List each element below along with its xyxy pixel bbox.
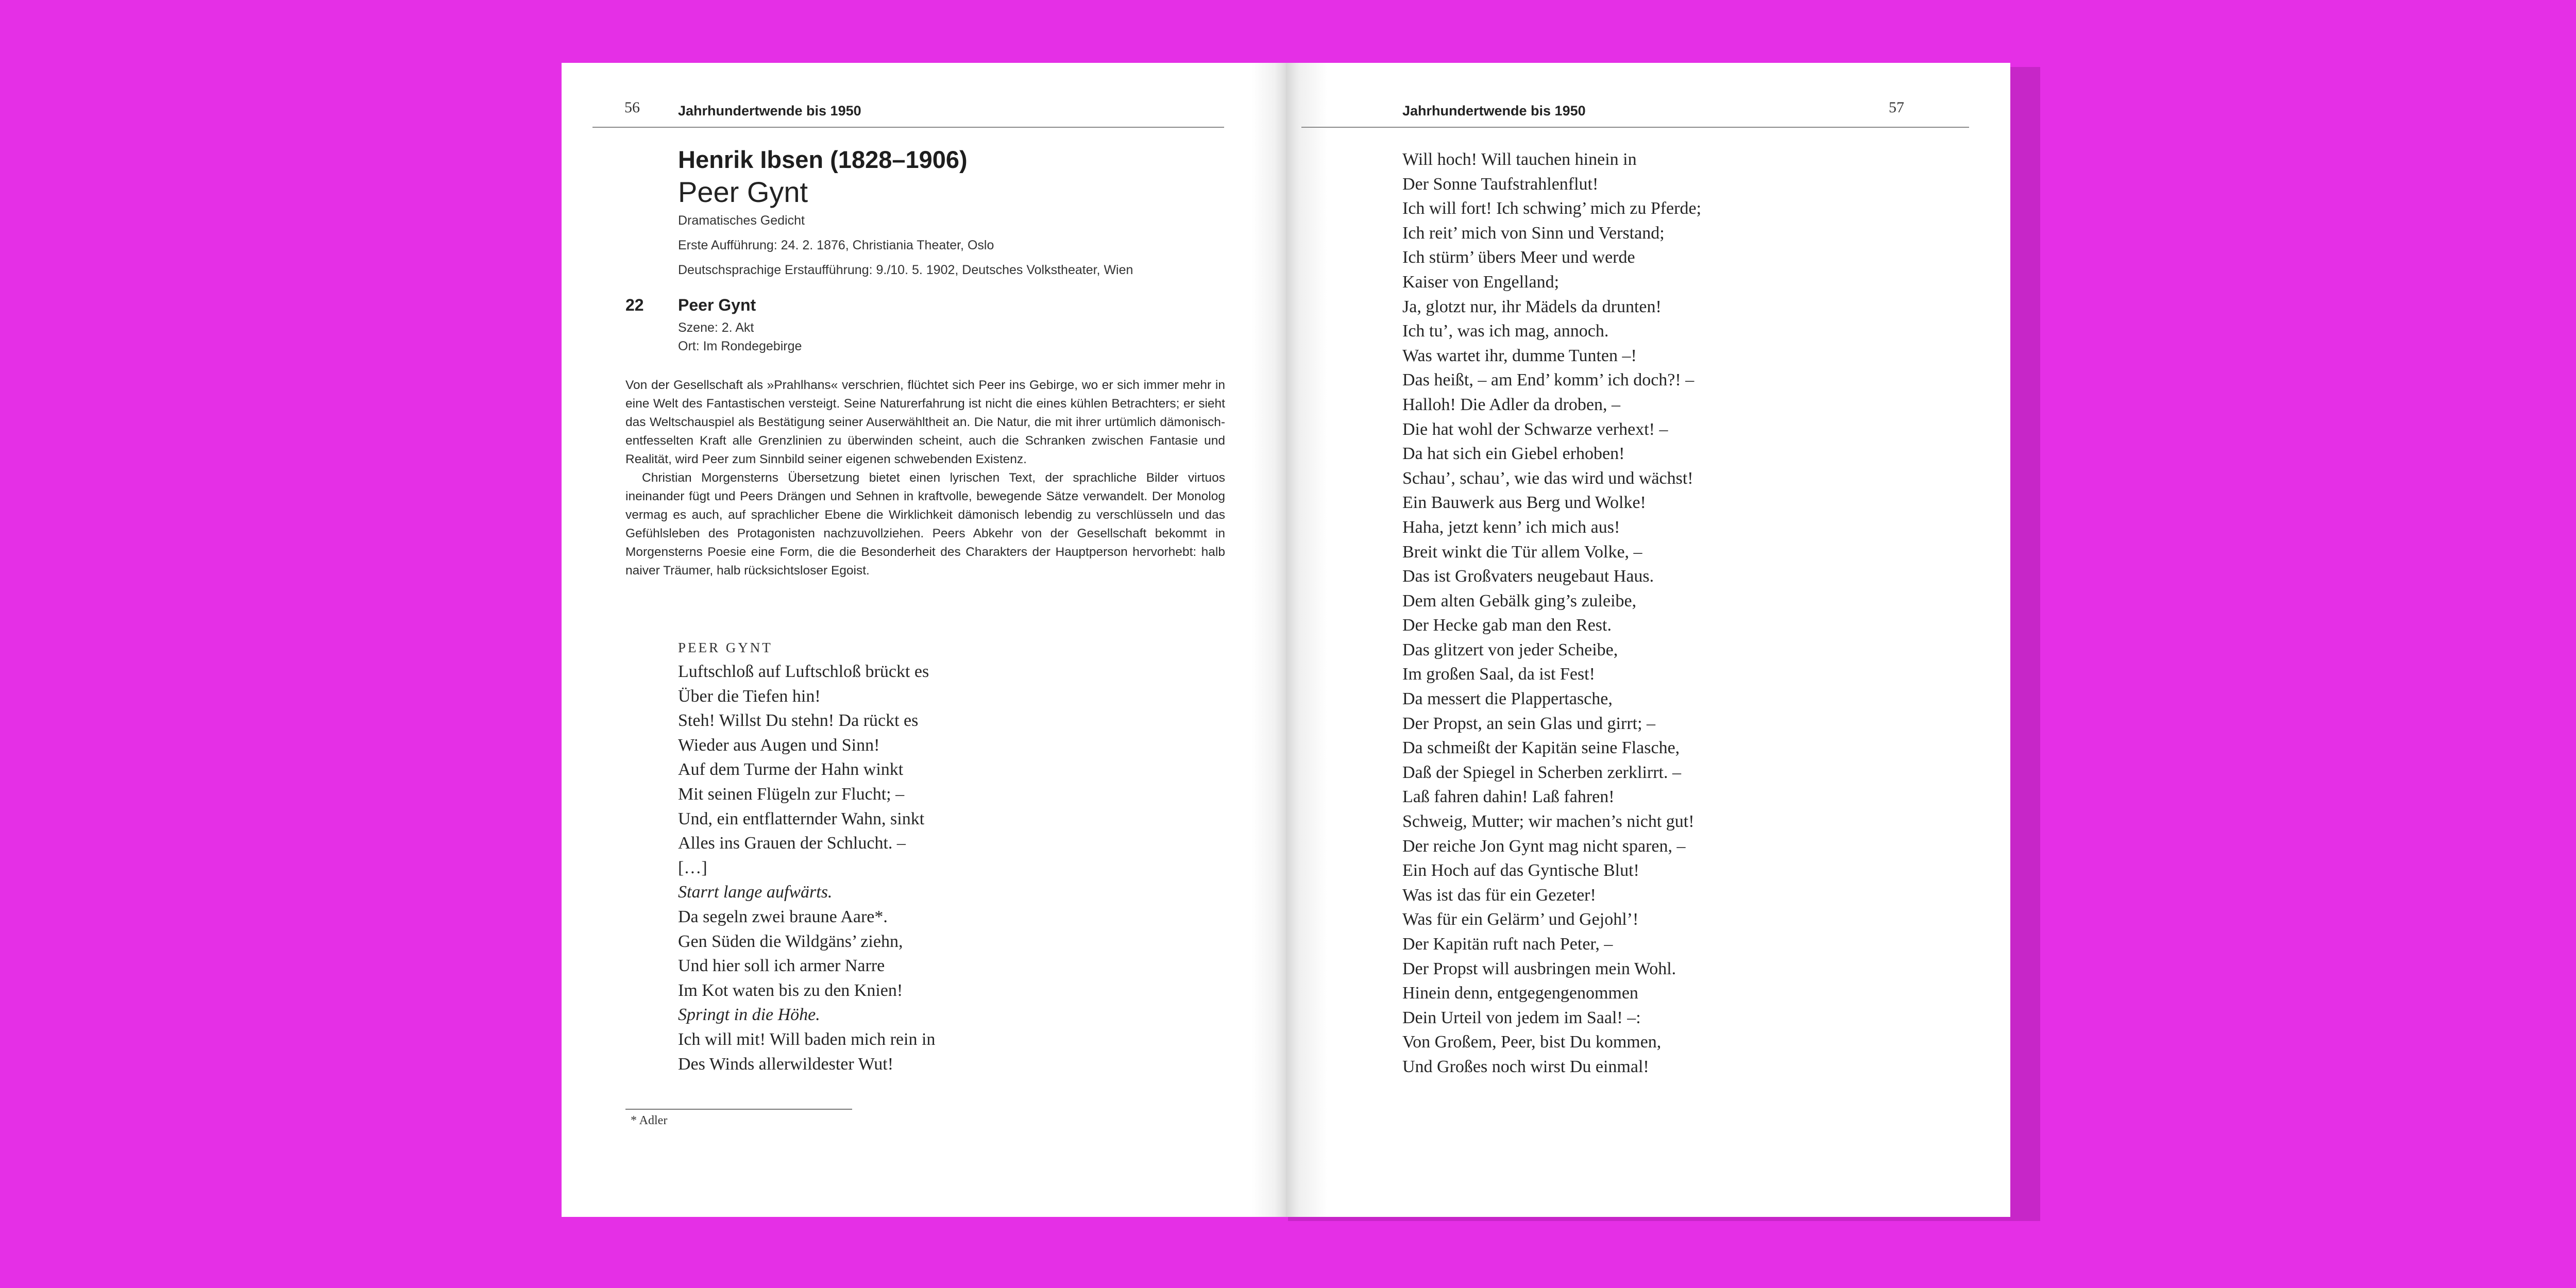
header-rule [592,127,1224,128]
verse-line: Ja, glotzt nur, ihr Mädels da drunten! [1402,297,1662,316]
verse-line: Schweig, Mutter; wir machen’s nicht gut! [1402,812,1694,832]
header-rule [1301,127,1969,128]
open-book [562,63,2010,1217]
verse-line: Hinein denn, entgegengenommen [1402,984,1638,1003]
premiere: Erste Aufführung: 24. 2. 1876, Christiania Theater, Oslo [678,238,994,252]
verse-block [678,659,935,1076]
verse-line: Ein Hoch auf das Gyntische Blut! [1402,861,1639,880]
work-title: Peer Gynt [678,176,808,208]
speaker-name: PEER GYNT [678,640,773,655]
right-page [1286,63,2010,1217]
verse-line: Laß fahren dahin! Laß fahren! [1402,787,1615,807]
verse-line: Dem alten Gebälk ging’s zuleibe, [1402,591,1637,611]
verse-line: Der reiche Jon Gynt mag nicht sparen, – [1402,836,1686,856]
entry-title: Peer Gynt [678,296,756,314]
verse-line: […] [678,858,707,877]
verse-block [1402,147,1701,1079]
verse-line: Springt in die Höhe. [678,1005,820,1025]
intro-paragraph: Christian Morgensterns Übersetzung bietet einen lyrischen Text, der sprachliche Bilder virtuos ineinander fügt und Peers Drängen und Sehnen in kraftvolle, bewegende Sätze verwandelt. Der Monolog vermag es auch, auf sprachlicher Ebene die Wirklichkeit dämonisch lebendig zu verschlüsseln und das Gefühlsleben des Protagonisten nachzuvollziehen. Peers Abkehr von der Gesellschaft bekommt in Morgensterns Poesie eine Form, die die Besonderheit des Charakters der Hauptperson hervorhebt: halb naiver Träumer, halb rücksichtsloser Egoist. [625,471,1225,578]
location: Ort: Im Rondegebirge [678,339,802,353]
introduction [625,376,1225,580]
verse-line: Was für ein Gelärm’ und Gejohl’! [1402,910,1639,929]
verse-line: Die hat wohl der Schwarze verhext! – [1402,419,1668,439]
left-page [562,63,1286,1217]
verse-line: Ich tu’, was ich mag, annoch. [1402,321,1609,341]
verse-line: Der Propst will ausbringen mein Wohl. [1402,959,1676,978]
verse-line: Was wartet ihr, dumme Tunten –! [1402,346,1637,365]
entry-number: 22 [625,296,644,314]
verse-line: Das glitzert von jeder Scheibe, [1402,640,1618,659]
scene: Szene: 2. Akt [678,320,754,335]
verse-line: Breit winkt die Tür allem Volke, – [1402,542,1642,562]
verse-line: Der Hecke gab man den Rest. [1402,616,1612,635]
verse-line: Kaiser von Engelland; [1402,272,1560,292]
verse-line: Was ist das für ein Gezeter! [1402,885,1596,905]
verse-line: Alles ins Grauen der Schlucht. – [678,834,906,853]
verse-line: Ich will mit! Will baden mich rein in [678,1029,936,1049]
verse-line: Luftschloß auf Luftschloß brückt es [678,662,929,681]
footnote-rule [625,1109,852,1110]
verse-line: Im großen Saal, da ist Fest! [1402,665,1595,684]
verse-line: Ich stürm’ übers Meer und werde [1402,248,1635,267]
intro-paragraph: Von der Gesellschaft als »Prahlhans« verschrien, flüchtet sich Peer ins Gebirge, wo er sich immer mehr in eine Welt des Fantastischen versteigt. Seine Naturerfahrung ist nicht die eines kühlen Betrachters; er sieht das Weltschauspiel als Bestätigung seiner Auserwähltheit an. Die Natur, die mit ihrer urtümlich dämonisch-entfesselten Kraft alle Grenzlinien zu überwinden scheint, auch die Schranken zwischen Fantasie und Realität, wird Peer zum Sinnbild seiner eigenen schwebenden Existenz. [625,378,1225,466]
genre: Dramatisches Gedicht [678,213,805,228]
verse-line: Dein Urteil von jedem im Saal! –: [1402,1008,1641,1027]
verse-line: Da segeln zwei braune Aare*. [678,907,888,926]
author-heading: Henrik Ibsen (1828–1906) [678,146,968,173]
verse-line: Steh! Willst Du stehn! Da rückt es [678,711,919,731]
verse-line: Da schmeißt der Kapitän seine Flasche, [1402,738,1680,758]
german-premiere: Deutschsprachige Erstaufführung: 9./10. 5. 1902, Deutsches Volkstheater, Wien [678,263,1133,277]
verse-line: Und Großes noch wirst Du einmal! [1402,1057,1649,1076]
verse-line: Und hier soll ich armer Narre [678,956,885,976]
page-number: 56 [624,99,640,116]
verse-line: Des Winds allerwildester Wut! [678,1054,894,1074]
verse-line: Auf dem Turme der Hahn winkt [678,760,904,779]
verse-line: Will hoch! Will tauchen hinein in [1402,150,1637,169]
verse-line: Das ist Großvaters neugebaut Haus. [1402,567,1654,586]
verse-line: Mit seinen Flügeln zur Flucht; – [678,784,905,804]
verse-line: Starrt lange aufwärts. [678,883,833,902]
verse-line: Der Kapitän ruft nach Peter, – [1402,935,1613,954]
running-head: Jahrhundertwende bis 1950 [678,103,861,118]
verse-line: Der Propst, an sein Glas und girrt; – [1402,714,1656,733]
verse-line: Da hat sich ein Giebel erhoben! [1402,444,1625,464]
verse-line: Ich will fort! Ich schwing’ mich zu Pferde; [1402,199,1702,218]
verse-line: Und, ein entflatternder Wahn, sinkt [678,809,925,828]
verse-line: Der Sonne Taufstrahlenflut! [1402,174,1599,194]
verse-line: Halloh! Die Adler da droben, – [1402,395,1620,414]
footnote: * Adler [631,1114,668,1127]
verse-line: Daß der Spiegel in Scherben zerklirrt. – [1402,762,1681,782]
verse-line: Da messert die Plappertasche, [1402,689,1613,709]
page-number: 57 [1889,99,1904,116]
verse-line: Gen Süden die Wildgäns’ ziehn, [678,931,903,951]
running-head: Jahrhundertwende bis 1950 [1402,103,1586,118]
verse-line: Haha, jetzt kenn’ ich mich aus! [1402,517,1620,537]
verse-line: Von Großem, Peer, bist Du kommen, [1402,1032,1662,1052]
verse-line: Im Kot waten bis zu den Knien! [678,980,903,1000]
verse-line: Das heißt, – am End’ komm’ ich doch?! – [1402,370,1694,390]
verse-line: Ein Bauwerk aus Berg und Wolke! [1402,493,1646,513]
verse-line: Schau’, schau’, wie das wird und wächst! [1402,468,1693,488]
verse-line: Ich reit’ mich von Sinn und Verstand; [1402,223,1665,243]
verse-line: Wieder aus Augen und Sinn! [678,735,880,755]
verse-line: Über die Tiefen hin! [678,686,821,706]
